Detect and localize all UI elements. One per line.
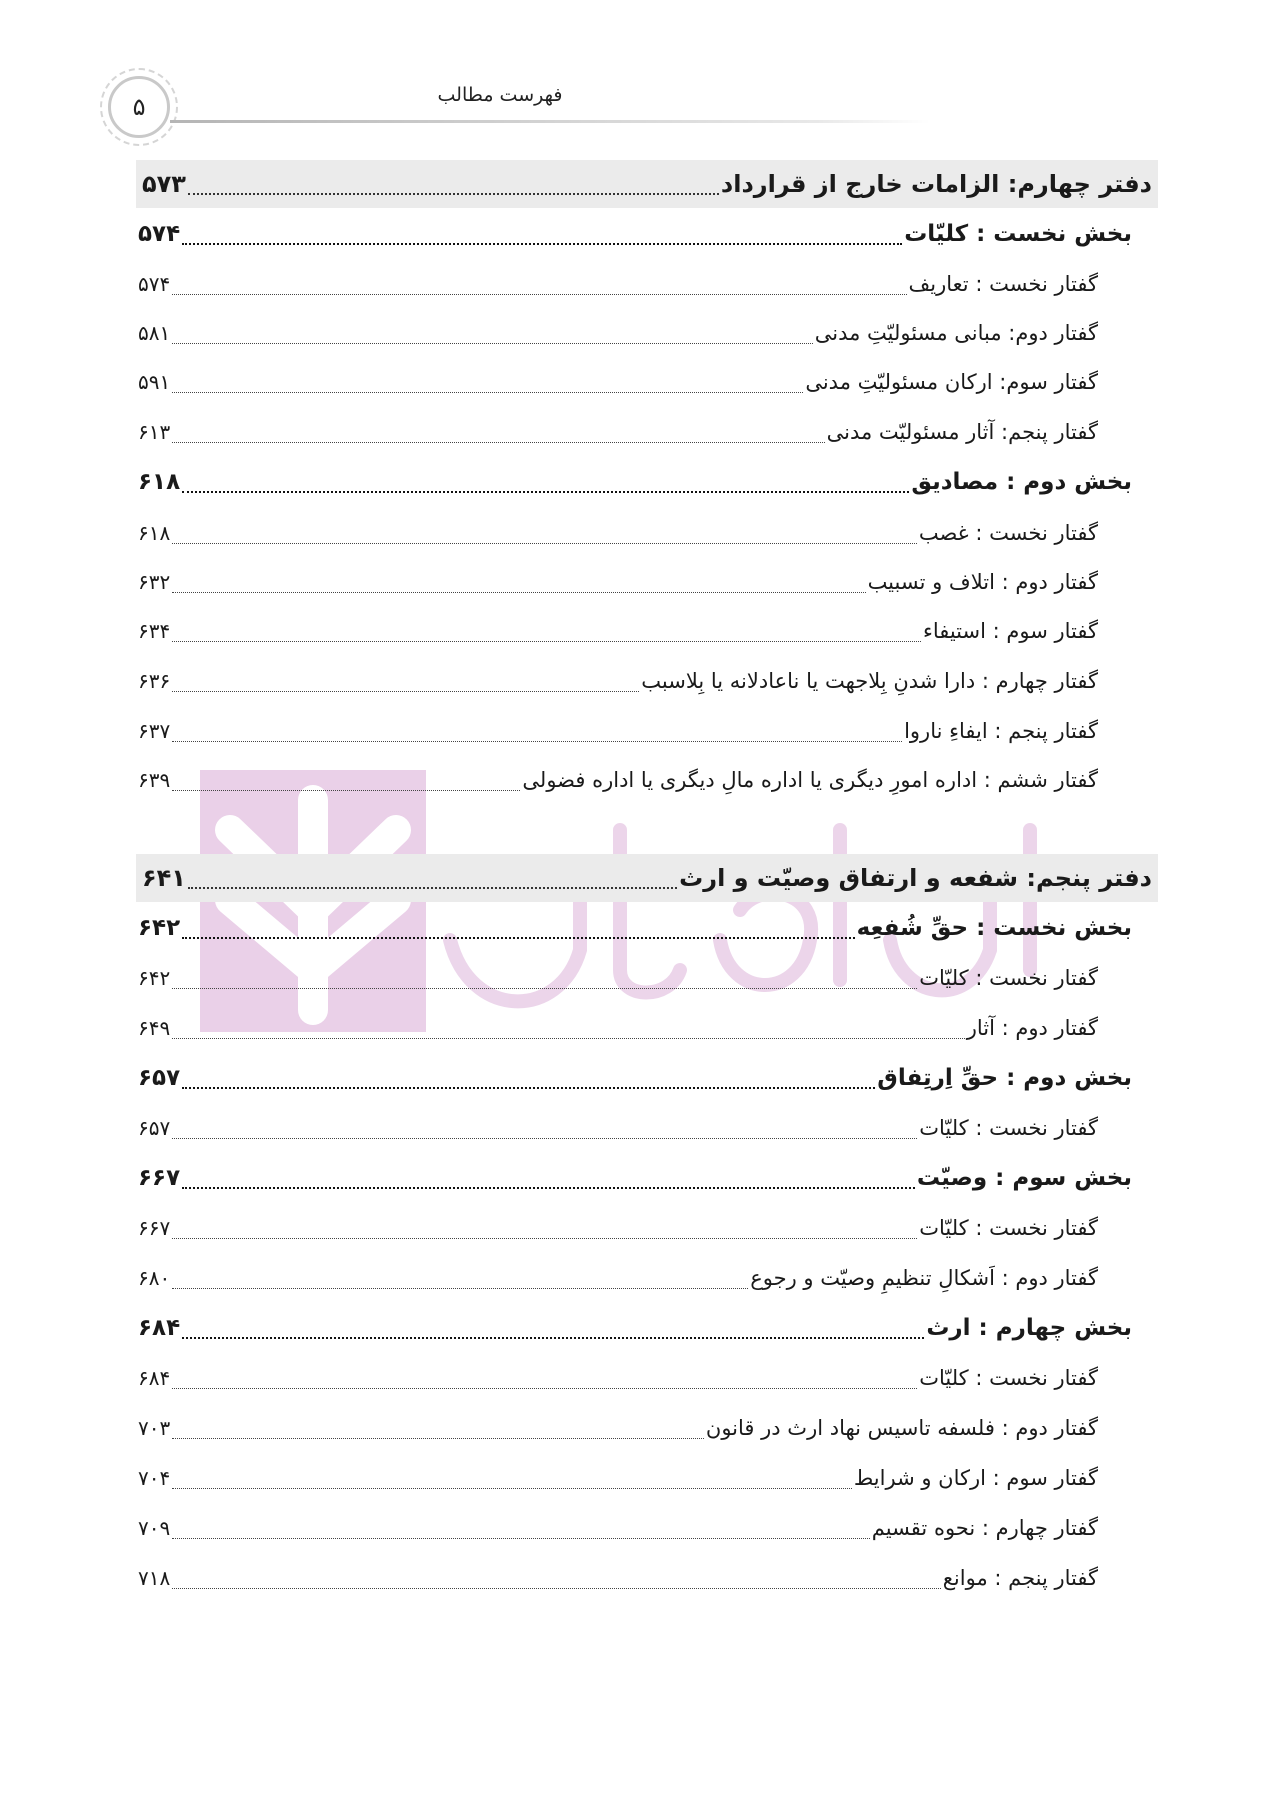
part-title: بخش سوم : وصیّت [916, 1165, 1132, 1191]
chapter-page: ۶۱۳ [138, 420, 171, 444]
part-page: ۶۴۲ [138, 915, 181, 941]
chapter-page: ۶۳۲ [138, 570, 171, 594]
section-page: ۶۴۱ [142, 864, 186, 892]
part-page: ۵۷۴ [138, 221, 181, 247]
toc-chapter[interactable] [138, 412, 1098, 452]
dot-leader [182, 1085, 875, 1089]
dot-leader [172, 689, 639, 692]
chapter-title: گفتار پنجم : موانع [942, 1566, 1098, 1590]
chapter-page: ۶۴۹ [138, 1016, 171, 1040]
part-title: بخش دوم : حقِّ اِرتِفاق [877, 1065, 1132, 1091]
toc-part[interactable] [138, 1058, 1132, 1098]
page-number: ۵ [108, 76, 170, 138]
section-title: دفتر پنجم: شفعه و ارتفاق وصیّت و ارث [679, 864, 1152, 892]
toc-chapter[interactable] [138, 1458, 1098, 1498]
dot-leader [172, 788, 520, 791]
dot-leader [182, 489, 909, 493]
chapter-title: گفتار چهارم : نحوه تقسیم [871, 1516, 1098, 1540]
toc-chapter[interactable] [138, 1108, 1098, 1148]
toc-chapter[interactable] [138, 611, 1098, 651]
chapter-title: گفتار نخست : کلیّات [919, 1366, 1098, 1390]
dot-leader [172, 590, 865, 593]
chapter-title: گفتار سوم : استیفاء [922, 619, 1098, 643]
dot-leader [188, 885, 677, 889]
chapter-title: گفتار نخست : غصب [918, 521, 1098, 545]
dot-leader [182, 1185, 915, 1189]
dot-leader [172, 639, 921, 642]
toc-chapter[interactable] [138, 362, 1098, 402]
toc-part[interactable] [138, 908, 1132, 948]
part-page: ۶۸۴ [138, 1315, 181, 1341]
dot-leader [182, 241, 902, 245]
chapter-page: ۶۳۴ [138, 619, 171, 643]
part-page: ۶۱۸ [138, 469, 181, 495]
dot-leader [172, 986, 917, 989]
toc-chapter[interactable] [138, 513, 1098, 553]
toc-chapter[interactable] [138, 958, 1098, 998]
chapter-title: گفتار دوم : اَشکالِ تنظیمِ وصیّت و رجوع [750, 1266, 1098, 1290]
dot-leader [172, 1536, 870, 1539]
chapter-page: ۶۶۷ [138, 1216, 171, 1240]
section-title: دفتر چهارم: الزامات خارج از قرارداد [720, 170, 1152, 198]
toc-chapter[interactable] [138, 1508, 1098, 1548]
part-title: بخش چهارم : ارث [926, 1315, 1132, 1341]
chapter-page: ۵۹۱ [138, 370, 171, 394]
chapter-title: گفتار نخست : تعاریف [908, 272, 1098, 296]
part-title: بخش نخست : کلیّات [904, 221, 1132, 247]
chapter-title: گفتار نخست : کلیّات [919, 1116, 1098, 1140]
chapter-page: ۷۰۹ [138, 1516, 171, 1540]
toc-chapter[interactable] [138, 1208, 1098, 1248]
chapter-title: گفتار ششم : اداره امورِ دیگری یا اداره مالِ دیگری یا اداره فضولی [522, 768, 1098, 792]
toc-chapter[interactable] [138, 1408, 1098, 1448]
toc-chapter[interactable] [138, 1358, 1098, 1398]
toc-chapter[interactable] [138, 264, 1098, 304]
toc-chapter[interactable] [138, 1258, 1098, 1298]
chapter-page: ۷۰۳ [138, 1416, 171, 1440]
chapter-page: ۶۳۶ [138, 669, 171, 693]
toc-part[interactable] [138, 1308, 1132, 1348]
chapter-title: گفتار پنجم: آثار مسئولیّت مدنی [826, 420, 1098, 444]
chapter-title: گفتار سوم : ارکان و شرایط [853, 1466, 1098, 1490]
toc-part[interactable] [138, 462, 1132, 502]
dot-leader [172, 1136, 917, 1139]
section-page: ۵۷۳ [142, 170, 186, 198]
toc-section-5[interactable] [136, 854, 1158, 902]
part-page: ۶۵۷ [138, 1065, 181, 1091]
dot-leader [172, 541, 917, 544]
toc-chapter[interactable] [138, 562, 1098, 602]
chapter-title: گفتار دوم : اتلاف و تسبیب [867, 570, 1098, 594]
chapter-page: ۶۸۴ [138, 1366, 171, 1390]
chapter-title: گفتار سوم: ارکان مسئولیّتِ مدنی [805, 370, 1098, 394]
chapter-title: گفتار نخست : کلیّات [919, 966, 1098, 990]
toc-chapter[interactable] [138, 661, 1098, 701]
toc-part[interactable] [138, 1158, 1132, 1198]
toc-chapter[interactable] [138, 1558, 1098, 1598]
dot-leader [172, 739, 902, 742]
dot-leader [172, 390, 803, 393]
dot-leader [172, 1386, 917, 1389]
toc-chapter[interactable] [138, 313, 1098, 353]
toc-chapter[interactable] [138, 711, 1098, 751]
dot-leader [172, 341, 813, 344]
dot-leader [182, 935, 855, 939]
dot-leader [172, 1486, 852, 1489]
dot-leader [172, 1436, 704, 1439]
chapter-title: گفتار دوم : فلسفه تاسیس نهاد ارث در قانون [705, 1416, 1098, 1440]
running-title: فهرست مطالب [437, 84, 563, 106]
toc-chapter[interactable] [138, 760, 1098, 800]
part-title: بخش دوم : مصادیق [911, 469, 1132, 495]
part-page: ۶۶۷ [138, 1165, 181, 1191]
dot-leader [188, 191, 719, 195]
dot-leader [172, 440, 824, 443]
part-title: بخش نخست : حقِّ شُفعِه [856, 915, 1132, 941]
chapter-page: ۶۱۸ [138, 521, 171, 545]
dot-leader [172, 1236, 917, 1239]
chapter-page: ۶۳۹ [138, 768, 171, 792]
dot-leader [172, 1036, 964, 1039]
chapter-page: ۶۸۰ [138, 1266, 171, 1290]
chapter-title: گفتار نخست : کلیّات [919, 1216, 1098, 1240]
chapter-page: ۷۰۴ [138, 1466, 171, 1490]
dot-leader [182, 1335, 924, 1339]
toc-chapter[interactable] [138, 1008, 1098, 1048]
chapter-title: گفتار چهارم : دارا شدنِ بِلاجهت یا ناعادلانه یا بِلاسبب [641, 669, 1098, 693]
chapter-page: ۶۵۷ [138, 1116, 171, 1140]
toc-section-4[interactable] [136, 160, 1158, 208]
chapter-title: گفتار دوم: مبانی مسئولیّتِ مدنی [814, 321, 1098, 345]
chapter-page: ۵۸۱ [138, 321, 171, 345]
chapter-title: گفتار دوم : آثار [966, 1016, 1098, 1040]
chapter-page: ۶۳۷ [138, 719, 171, 743]
chapter-title: گفتار پنجم : ایفاءِ ناروا [904, 719, 1098, 743]
dot-leader [172, 292, 906, 295]
dot-leader [172, 1286, 748, 1289]
chapter-page: ۶۴۲ [138, 966, 171, 990]
chapter-page: ۷۱۸ [138, 1566, 171, 1590]
toc-part[interactable] [138, 214, 1132, 254]
dot-leader [172, 1586, 941, 1589]
chapter-page: ۵۷۴ [138, 272, 171, 296]
